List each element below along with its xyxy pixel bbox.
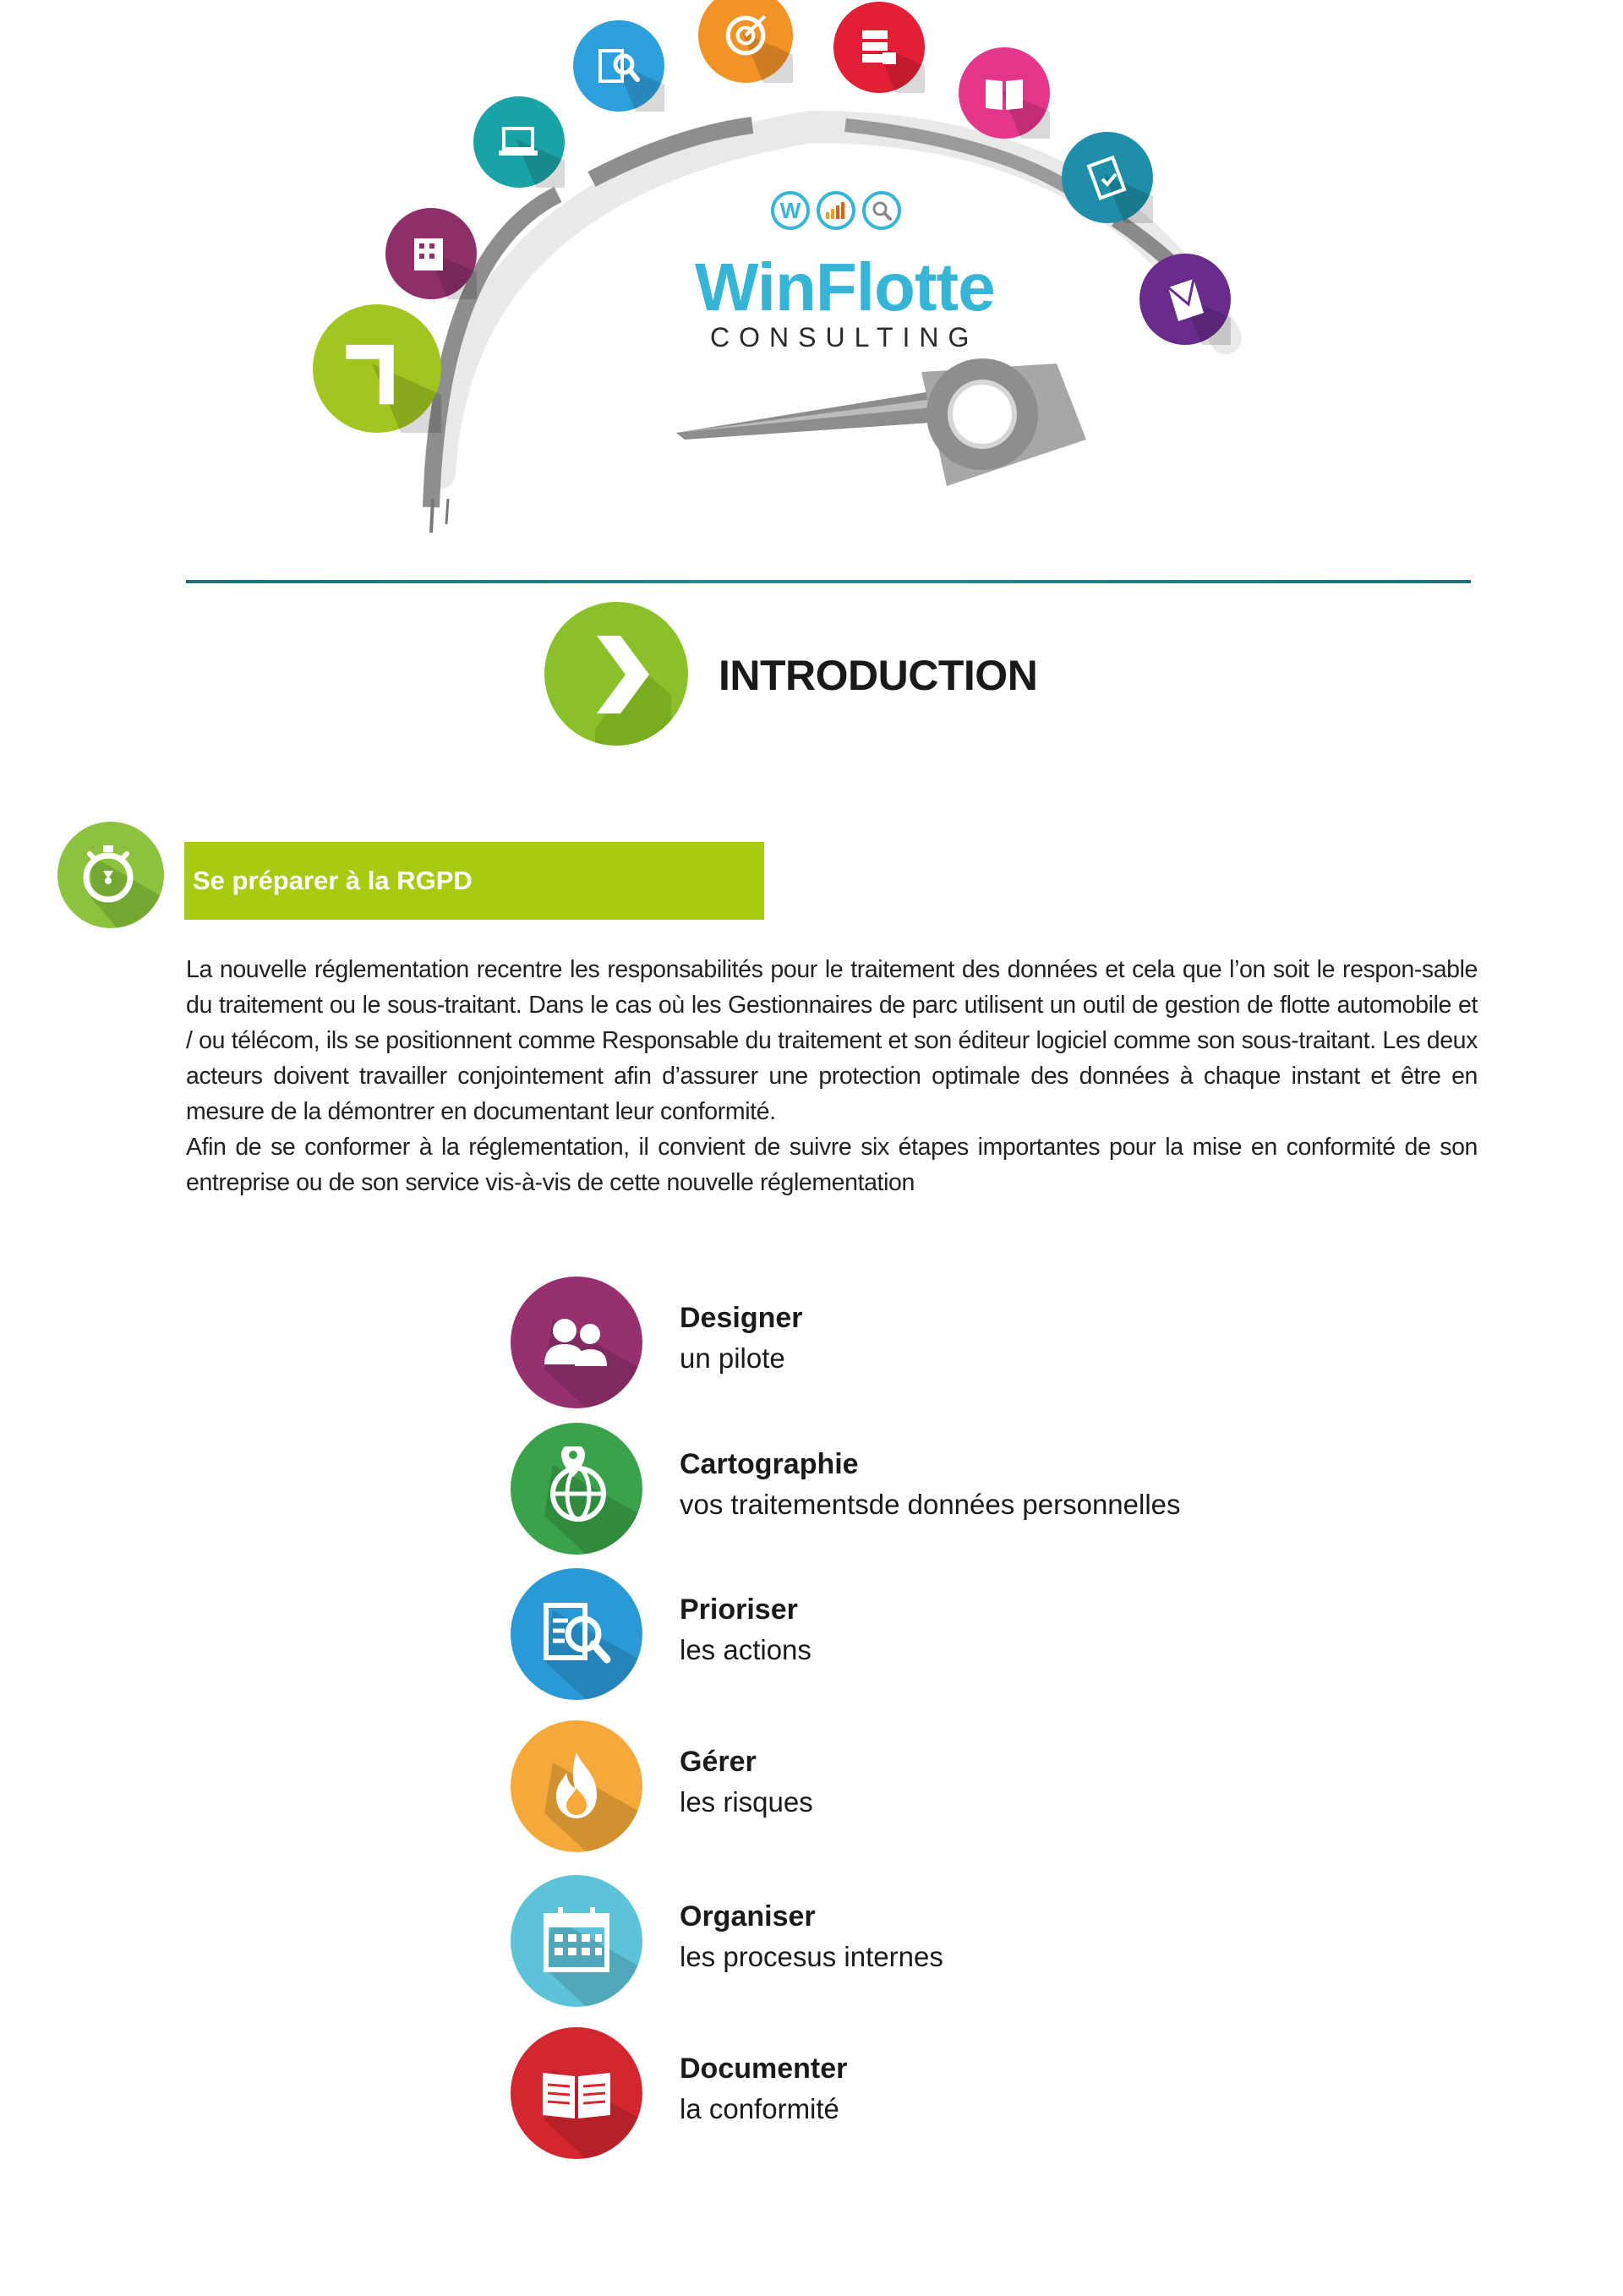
- bar-chart-icon: [817, 191, 855, 230]
- step-item: [511, 1720, 1356, 1856]
- intro-text: [186, 952, 1478, 1200]
- step-title: Organiser: [680, 1900, 816, 1932]
- envelope-icon: [1139, 254, 1231, 345]
- step-subtitle: les actions: [680, 1634, 812, 1665]
- step-title: Designer: [680, 1302, 803, 1334]
- step-subtitle: un pilote: [680, 1342, 785, 1374]
- step-subtitle: vos traitementsde données personnelles: [680, 1489, 1181, 1520]
- brand-wordmark: WinFlotte: [695, 249, 995, 325]
- calendar-icon: [511, 1875, 642, 2007]
- laptop-icon: [473, 96, 565, 188]
- step-subtitle: les risques: [680, 1786, 813, 1818]
- globe-pin-icon: [511, 1423, 642, 1555]
- introduction-heading: [541, 599, 1133, 749]
- book-icon: [959, 47, 1050, 139]
- arrow-icon: [313, 304, 441, 433]
- step-title: Cartographie: [680, 1448, 859, 1480]
- step-subtitle: les procesus internes: [680, 1941, 943, 1972]
- section-divider: [186, 580, 1471, 583]
- hero-speedometer: [0, 0, 1623, 558]
- step-item: [511, 2027, 1356, 2162]
- logo-badge-w: W: [771, 191, 810, 230]
- step-title: Prioriser: [680, 1594, 798, 1626]
- step-title: Documenter: [680, 2053, 848, 2085]
- document-search-icon: [511, 1568, 642, 1700]
- open-book-icon: [511, 2027, 642, 2159]
- intro-paragraph-1: La nouvelle réglementation recentre les responsabilités pour le traitement des données et cela que l’on soit le respon-sable du traitement ou le sous-traitant. Dans le cas où les Gestionnaires de parc utilisent un outil de gestion de flotte automobile et / ou télécom, ils se positionnent comme Responsable du traitement et son éditeur logiciel comme son sous-traitant. Les deux acteurs doivent travailler conjointement afin d’assurer une protection optimale des données à chaque instant et être en mesure de la démontrer en documentant leur conformité.: [186, 956, 1478, 1125]
- step-item: [511, 1276, 1356, 1412]
- page-title: INTRODUCTION: [719, 652, 1038, 699]
- section-title: Se préparer à la RGPD: [193, 866, 473, 895]
- step-item: [511, 1568, 1356, 1703]
- server-lock-icon: [833, 2, 925, 93]
- users-icon: [511, 1276, 642, 1408]
- building-icon: [385, 208, 477, 299]
- step-item: [511, 1423, 1356, 1558]
- intro-paragraph-2: Afin de se conformer à la réglementation, il convient de suivre six étapes importantes pour la mise en conformité de son entreprise ou de son service vis-à-vis de cette nouvelle réglementation: [186, 1134, 1478, 1196]
- step-title: Gérer: [680, 1746, 757, 1778]
- chevron-right-icon: [544, 602, 688, 746]
- step-subtitle: la conformité: [680, 2093, 839, 2124]
- search-icon: [573, 20, 664, 112]
- step-item: [511, 1875, 1356, 2010]
- target-icon: [698, 0, 793, 83]
- section-title-bar: [184, 842, 764, 920]
- stopwatch-icon: [57, 822, 164, 928]
- checklist-icon: [1062, 132, 1153, 223]
- brand-tagline: CONSULTING: [710, 322, 979, 353]
- flame-icon: [511, 1720, 642, 1852]
- magnifier-icon: [862, 191, 901, 230]
